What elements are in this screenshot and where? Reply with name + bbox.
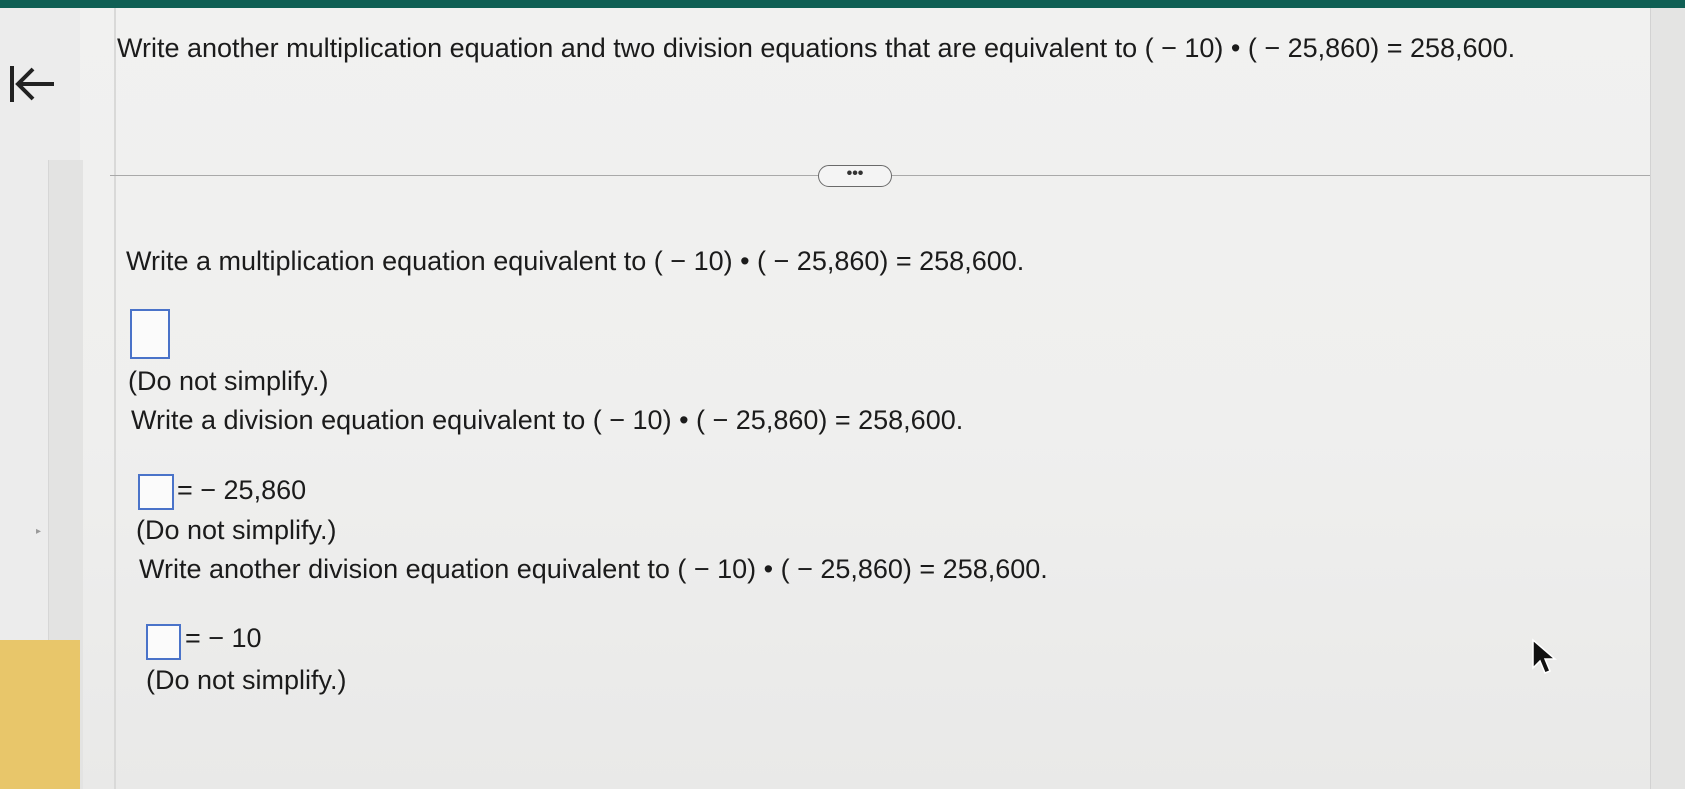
part-1-note: (Do not simplify.) xyxy=(128,366,329,396)
side-tab xyxy=(0,640,80,789)
part-2-answer-box[interactable] xyxy=(138,474,174,510)
part-2-suffix: = − 25,860 xyxy=(177,475,307,505)
part-1-prompt: Write a multiplication equation equivalent to ( − 10) • ( − 25,860) = 258,600. xyxy=(126,246,1025,276)
right-edge xyxy=(1650,8,1685,789)
part-3-prompt: Write another division equation equivalent to ( − 10) • ( − 25,860) = 258,600. xyxy=(139,554,1048,584)
more-button[interactable]: ••• xyxy=(818,165,892,187)
mouse-pointer-icon xyxy=(1530,638,1558,676)
question-text: Write another multiplication equation and two division equations that are equivalent to ( − 10) • ( − 25,860) = 258,600. xyxy=(117,33,1516,63)
part-2-note: (Do not simplify.) xyxy=(136,515,337,545)
side-marker-icon: ▸ xyxy=(36,526,42,537)
part-3-answer-box[interactable] xyxy=(146,624,181,660)
part-3-suffix: = − 10 xyxy=(185,623,262,653)
back-arrow-icon[interactable] xyxy=(6,58,58,110)
top-bar xyxy=(0,0,1685,8)
part-1-answer-box[interactable] xyxy=(130,309,170,359)
part-3-note: (Do not simplify.) xyxy=(146,665,347,695)
content-edge xyxy=(114,8,116,789)
part-2-prompt: Write a division equation equivalent to ( − 10) • ( − 25,860) = 258,600. xyxy=(131,405,964,435)
